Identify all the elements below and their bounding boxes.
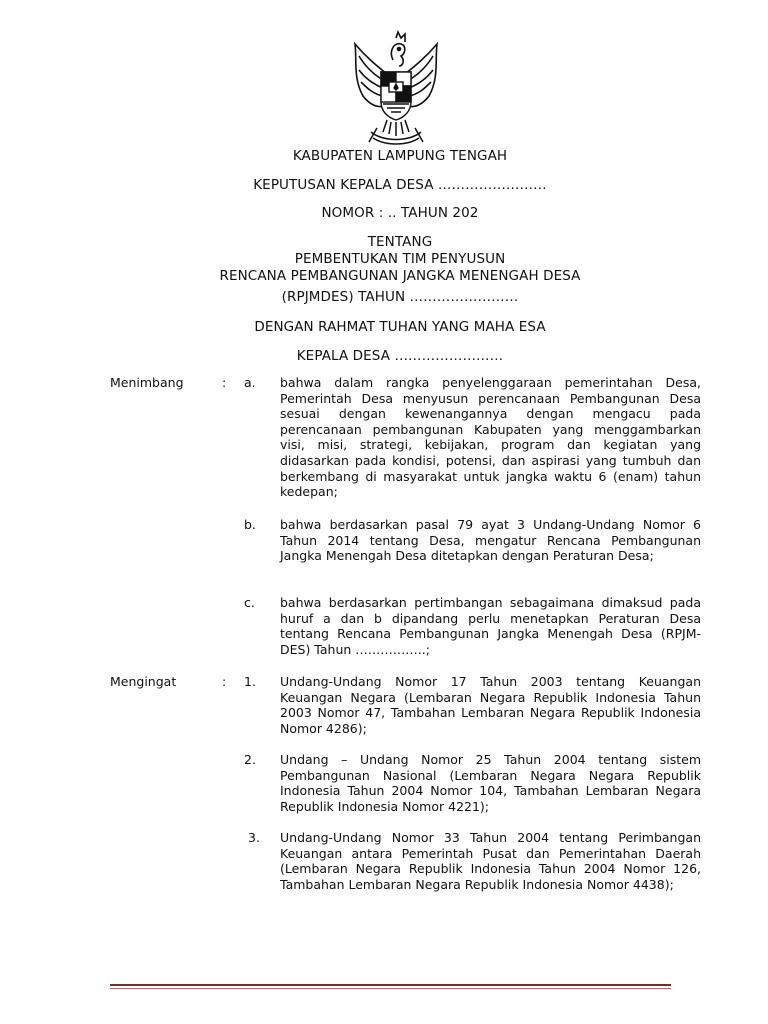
decree-heading: KEPUTUSAN KEPALA DESA …………………… (253, 177, 547, 193)
footer-divider-thin (110, 988, 671, 989)
title-line-3: (RPJMDES) TAHUN …………………… (281, 289, 519, 305)
menimbang-item-b: bahwa berdasarkan pasal 79 ayat 3 Undang-Undang Nomor 6 Tahun 2014 tentang Desa, mengatur Rencana Pembangunan Jangka Menengah Desa ditetapkan dengan Peraturan Desa; (280, 517, 701, 564)
about-heading: TENTANG (367, 234, 433, 250)
blessing-line: DENGAN RAHMAT TUHAN YANG MAHA ESA (254, 319, 546, 335)
mengingat-item-1: Undang-Undang Nomor 17 Tahun 2003 tentang Keuangan Keuangan Negara (Lembaran Negara Republik Indonesia Tahun 2003 Nomor 47, Tambahan Lembaran Negara Republik Indonesia Nomor 4286); (280, 674, 701, 736)
mengingat-item-2: Undang – Undang Nomor 25 Tahun 2004 tentang sistem Pembangunan Nasional (Lembaran Negara Negara Republik Indonesia Tahun 2004 Nomor 104, Tambahan Lembaran Negara Republik Indonesia Nomor 4221); (280, 752, 701, 814)
mengingat-colon: : (222, 674, 227, 689)
mengingat-label: Mengingat (110, 674, 177, 689)
title-line-2: RENCANA PEMBANGUNAN JANGKA MENENGAH DESA (219, 268, 581, 284)
mengingat-marker-1: 1. (244, 674, 256, 689)
menimbang-marker-c: c. (244, 595, 255, 610)
menimbang-marker-a: a. (244, 375, 256, 390)
footer-divider (110, 984, 671, 986)
menimbang-item-a: bahwa dalam rangka penyelenggaraan pemerintahan Desa, Pemerintah Desa menyusun perencanaan Pembangunan Desa sesuai dengan kewenangannya dengan mengacu pada perencanaan pembangunan Kabupaten yang menggambarkan visi, misi, strategi, kebijakan, program dan kegiatan yang didasarkan pada kondisi, potensi, dan aspirasi yang tumbuh dan berkembang di masyarakat untuk jangka waktu 6 (enam) tahun kedepan; (280, 375, 701, 500)
menimbang-colon: : (222, 375, 227, 390)
regency-name: KABUPATEN LAMPUNG TENGAH (292, 148, 508, 164)
mengingat-item-3: Undang-Undang Nomor 33 Tahun 2004 tentang Perimbangan Keuangan antara Pemerintah Pusat dan Pemerintahan Daerah (Lembaran Negara Republik Indonesia Tahun 2004 Nomor 126, Tambahan Lembaran Negara Republik Indonesia Nomor 4438); (280, 830, 701, 892)
garuda-emblem-icon (343, 30, 449, 150)
title-line-1: PEMBENTUKAN TIM PENYUSUN (294, 251, 506, 267)
mengingat-marker-2: 2. (244, 752, 256, 767)
decree-number: NOMOR : .. TAHUN 202 (321, 205, 479, 221)
menimbang-label: Menimbang (110, 375, 184, 390)
mengingat-marker-3: 3. (248, 830, 260, 845)
village-head-line: KEPALA DESA …………………… (296, 348, 504, 364)
menimbang-item-c: bahwa berdasarkan pertimbangan sebagaimana dimaksud pada huruf a dan b dipandang perlu menetapkan Peraturan Desa tentang Rencana Pembangunan Jangka Menengah Desa (RPJM-DES) Tahun ……………..; (280, 595, 701, 657)
menimbang-marker-b: b. (244, 517, 256, 532)
